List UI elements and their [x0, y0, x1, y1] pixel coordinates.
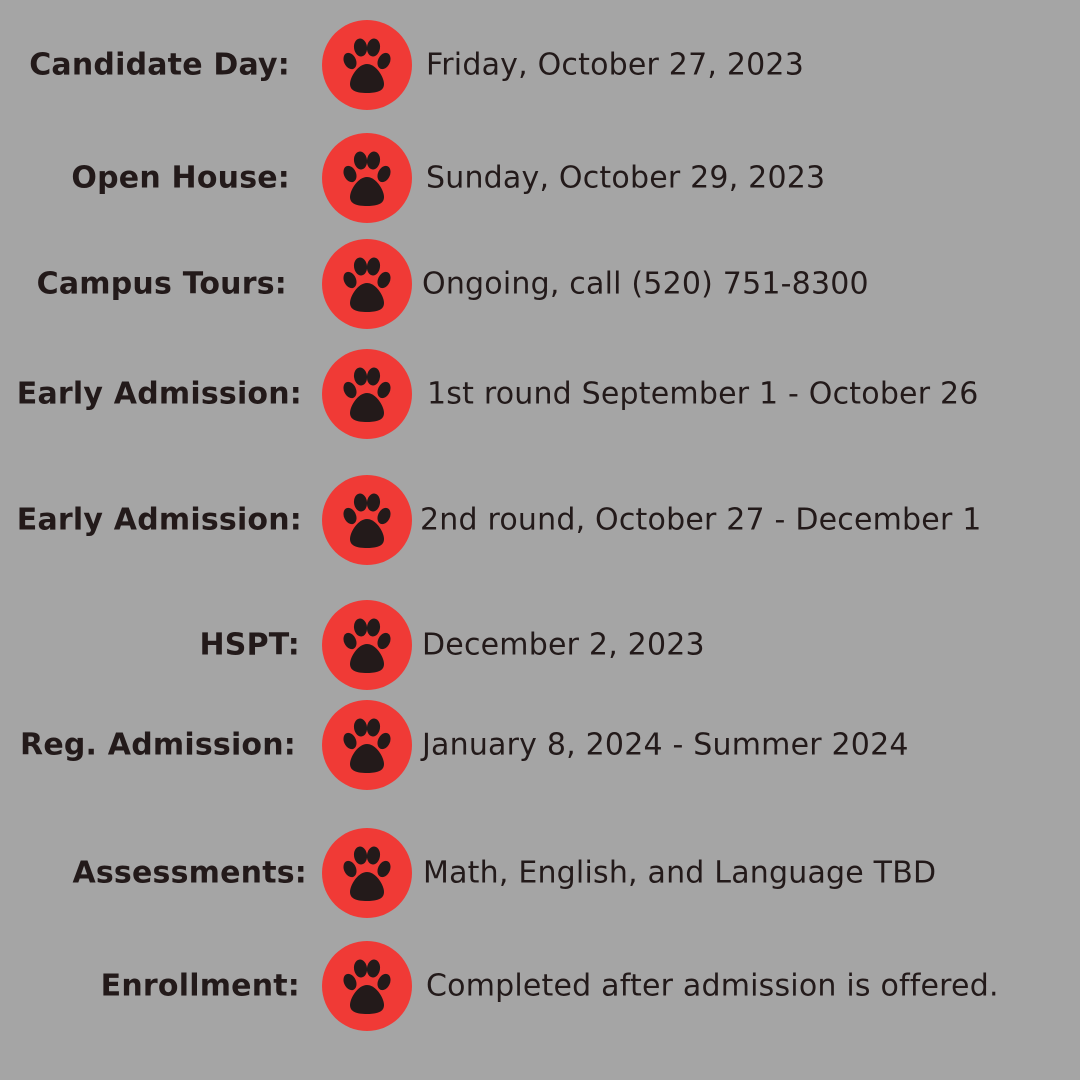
- schedule-row-early-admission-2: [0, 475, 1080, 565]
- row-label: Campus Tours:: [36, 266, 287, 302]
- row-value: 2nd round, October 27 - December 1: [420, 502, 982, 538]
- schedule-row-open-house: [0, 133, 1080, 223]
- row-value: Completed after admission is offered.: [426, 968, 999, 1004]
- row-value: Ongoing, call (520) 751-8300: [422, 266, 869, 302]
- schedule-row-candidate-day: [0, 20, 1080, 110]
- row-value: Friday, October 27, 2023: [426, 47, 804, 83]
- paw-print-icon: [322, 475, 412, 565]
- paw-print-icon: [322, 828, 412, 918]
- paw-print-icon: [322, 941, 412, 1031]
- schedule-row-enrollment: [0, 941, 1080, 1031]
- row-value: Sunday, October 29, 2023: [426, 160, 826, 196]
- paw-print-icon: [322, 349, 412, 439]
- paw-print-icon: [322, 700, 412, 790]
- row-label: Enrollment:: [100, 968, 300, 1004]
- paw-print-icon: [322, 133, 412, 223]
- schedule-row-assessments: [0, 828, 1080, 918]
- row-label: HSPT:: [199, 627, 300, 663]
- row-label: Early Admission:: [16, 502, 302, 538]
- paw-print-icon: [322, 239, 412, 329]
- schedule-row-reg-admission: [0, 700, 1080, 790]
- row-label: Candidate Day:: [29, 47, 290, 83]
- row-value: Math, English, and Language TBD: [423, 855, 937, 891]
- row-label: Reg. Admission:: [20, 727, 296, 763]
- paw-print-icon: [322, 20, 412, 110]
- schedule-row-hspt: [0, 600, 1080, 690]
- row-value: 1st round September 1 - October 26: [427, 376, 979, 412]
- paw-print-icon: [322, 600, 412, 690]
- row-label: Open House:: [71, 160, 290, 196]
- row-label: Assessments:: [72, 855, 307, 891]
- schedule-row-early-admission-1: [0, 349, 1080, 439]
- schedule-row-campus-tours: [0, 239, 1080, 329]
- row-value: December 2, 2023: [422, 627, 705, 663]
- row-label: Early Admission:: [16, 376, 302, 412]
- row-value: January 8, 2024 - Summer 2024: [422, 727, 909, 763]
